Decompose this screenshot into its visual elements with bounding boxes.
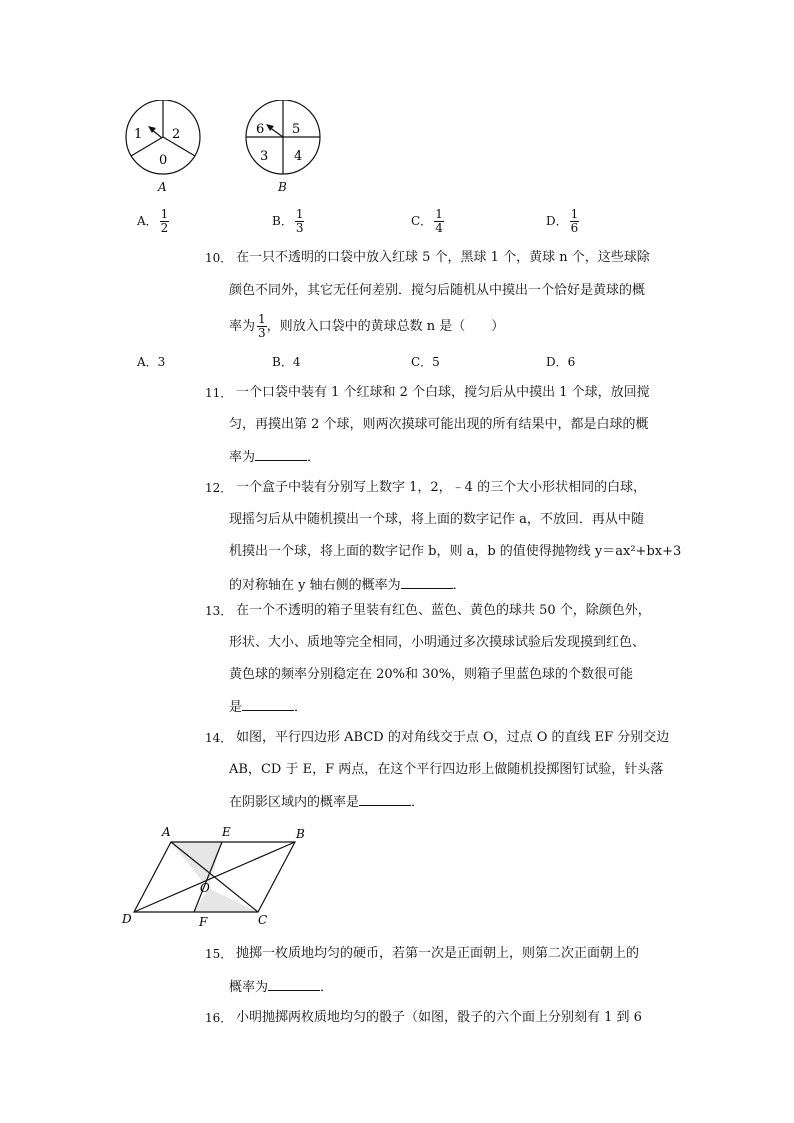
q13-line-4: 是 ． — [229, 696, 307, 718]
q15-line-1: 抛掷一枚质地均匀的硬币，若第一次是正面朝上，则第二次正面朝上的 — [236, 946, 640, 961]
q12-line-4: 的对称轴在 y 轴右侧的概率为 ． — [229, 574, 466, 596]
q10-option-d: D．6 — [546, 355, 576, 369]
q9-option-d: D． $\frac{1}{6}$ — [546, 207, 579, 235]
q12-line-1: 一个盒子中装有分别写上数字 1，2，﹣4 的三个大小形状相同的白球， — [236, 480, 647, 495]
point-label-d: D — [122, 912, 132, 926]
spinner-a-num-1: 1 — [134, 127, 143, 142]
q15-answer-blank[interactable] — [268, 976, 320, 991]
point-label-f: F — [199, 915, 208, 929]
parallelogram-figure — [118, 822, 318, 932]
q14-line-2: AB，CD 于 E，F 两点，在这个平行四边形上做随机投掷图钉试验，针头落 — [229, 762, 664, 777]
q15-line-2: 概率为 ． — [229, 976, 333, 998]
q9-option-a: A． $\frac{1}{2}$ — [137, 207, 169, 235]
point-label-a: A — [162, 825, 171, 839]
spinner-b-num-4: 4 — [294, 149, 303, 164]
q13-number: 13． — [205, 604, 233, 618]
spinner-b-num-5: 5 — [292, 122, 301, 137]
q10-line-2: 颜色不同外，其它无任何差别．搅匀后随机从中摸出一个恰好是黄球的概 — [229, 283, 646, 298]
q10-option-a: A．3 — [137, 355, 166, 369]
q14-line-1: 如图，平行四边形 ABCD 的对角线交于点 O，过点 O 的直线 EF 分别交边 — [236, 730, 670, 745]
q9-option-c: C． $\frac{1}{4}$ — [411, 207, 443, 235]
q13-line-1: 在一个不透明的箱子里装有红色、蓝色、黄色的球共 50 个，除颜色外， — [236, 603, 651, 618]
point-label-e: E — [222, 825, 231, 839]
q11-line-1: 一个口袋中装有 1 个红球和 2 个白球，搅匀后从中摸出 1 个球，放回搅 — [236, 385, 650, 400]
q12-line-3: 机摸出一个球，将上面的数字记作 b，则 a，b 的值使得抛物线 y＝ax²+bx+3 — [229, 544, 682, 559]
q11-line-2: 匀，再摸出第 2 个球，则两次摸球可能出现的所有结果中，都是白球的概 — [229, 417, 649, 432]
point-label-o: O — [200, 881, 210, 895]
q15-number: 15． — [205, 947, 233, 961]
q12-answer-blank[interactable] — [401, 574, 453, 589]
q12-line-2: 现摇匀后从中随机摸出一个球，将上面的数字记作 a，不放回．再从中随 — [229, 512, 644, 527]
spinner-b-label: B — [278, 180, 287, 194]
q9-option-b: B． $\frac{1}{3}$ — [272, 207, 304, 235]
q13-line-3: 黄色球的频率分别稳定在 20%和 30%，则箱子里蓝色球的个数很可能 — [229, 667, 634, 682]
q10-line-3: 率为 $\frac{1}{3}$ ，则放入口袋中的黄球总数 n 是（ ） — [229, 312, 505, 340]
q14-number: 14． — [205, 731, 233, 745]
spinner-b-num-6: 6 — [256, 122, 265, 137]
point-label-c: C — [258, 913, 268, 927]
q14-answer-blank[interactable] — [359, 791, 411, 806]
q13-line-2: 形状、大小、质地等完全相同，小明通过多次摸球试验后发现摸到红色、 — [229, 635, 646, 650]
q10-line-1: 在一只不透明的口袋中放入红球 5 个，黑球 1 个，黄球 n 个，这些球除 — [236, 250, 650, 265]
spinner-a-num-2: 2 — [172, 127, 181, 142]
q13-answer-blank[interactable] — [242, 696, 294, 711]
q14-line-3: 在阴影区域内的概率是 ． — [229, 791, 424, 813]
q16-number: 16． — [205, 1011, 233, 1025]
q11-line-3: 率为 ． — [229, 446, 320, 468]
q10-number: 10． — [205, 251, 233, 265]
spinner-b-num-3: 3 — [260, 149, 269, 164]
spinner-a-num-0: 0 — [159, 153, 168, 168]
spinner-a-label: A — [158, 180, 167, 194]
q11-answer-blank[interactable] — [255, 446, 307, 461]
q11-number: 11． — [205, 386, 233, 400]
point-label-b: B — [296, 827, 305, 841]
q10-option-b: B．4 — [272, 355, 301, 369]
q10-option-c: C．5 — [411, 355, 440, 369]
q12-number: 12． — [205, 481, 233, 495]
q16-line-1: 小明抛掷两枚质地均匀的骰子（如图，骰子的六个面上分别刻有 1 到 6 — [236, 1010, 642, 1025]
